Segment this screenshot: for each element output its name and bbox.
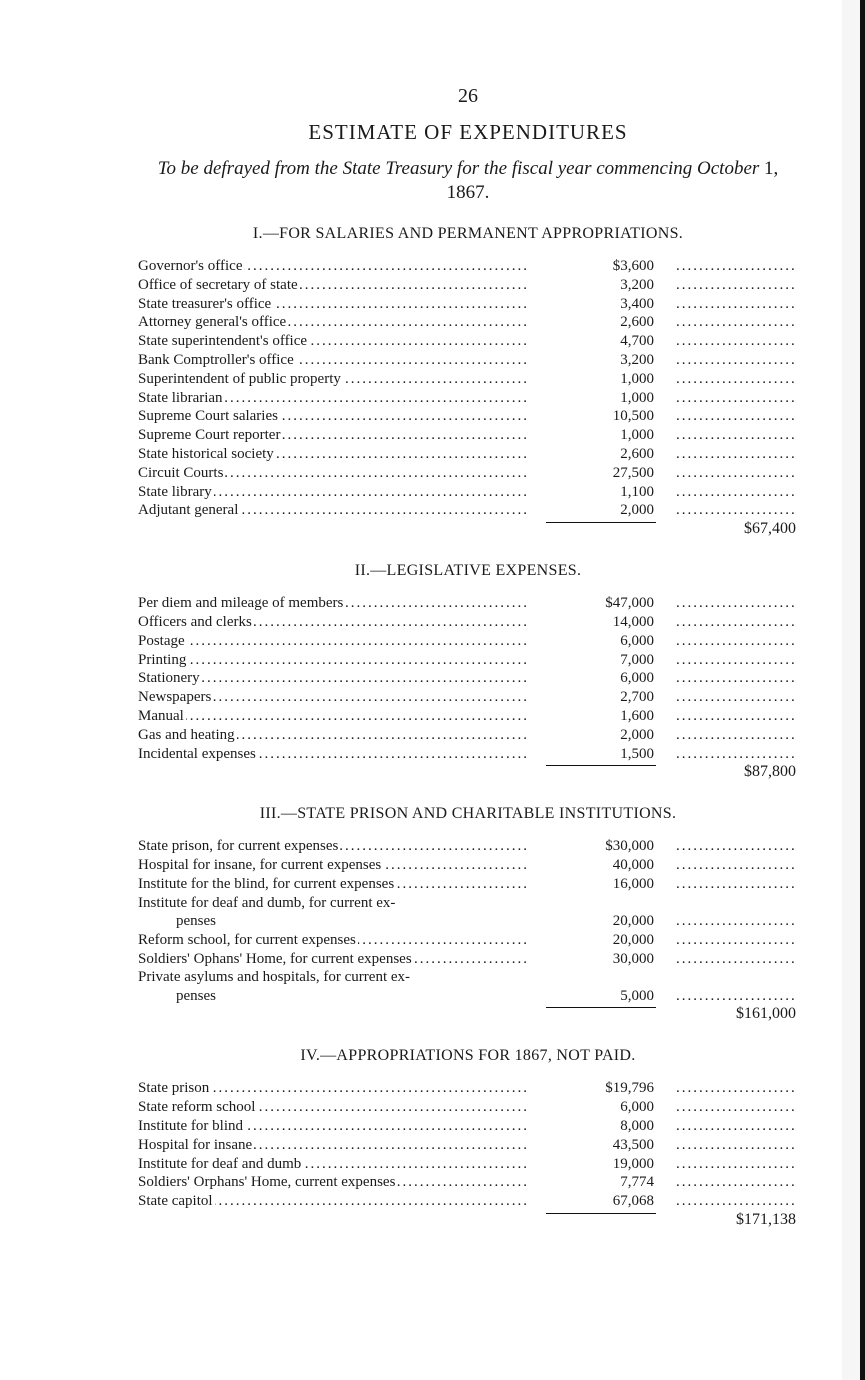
- section-total-line: [138, 520, 798, 542]
- item-label: [138, 1136, 530, 1155]
- dot-leader: [676, 257, 794, 276]
- expenditure-row: [138, 613, 798, 632]
- item-label-text: Office of secretary of state: [138, 276, 298, 293]
- item-amount: 1,000: [620, 389, 654, 406]
- item-label-text: Attorney general's office: [138, 314, 287, 331]
- sum-rule: [546, 522, 656, 523]
- item-amount: 14,000: [612, 613, 654, 630]
- item-label: [138, 950, 530, 969]
- dot-leader: [676, 407, 794, 426]
- expenditure-row: [138, 594, 798, 613]
- item-label-text: Soldiers' Orphans' Home, current expenses: [138, 1174, 396, 1191]
- item-label-text: Supreme Court salaries: [138, 408, 278, 425]
- item-label-line2: [138, 912, 530, 931]
- dot-leader: [676, 669, 794, 688]
- expenditure-row: [138, 745, 798, 764]
- expenditure-row: [138, 931, 798, 950]
- item-label: [138, 407, 530, 426]
- dot-leader: [676, 632, 794, 651]
- item-label-text: Reform school, for current expenses: [138, 931, 356, 948]
- item-label-text: Institute for deaf and dumb: [138, 1155, 302, 1172]
- expenditure-row: [138, 968, 798, 1005]
- item-label-text: State prison: [138, 1080, 210, 1097]
- dot-leader: [676, 351, 794, 370]
- item-label-text: State prison, for current expenses: [138, 838, 339, 855]
- dot-leader: [676, 1155, 794, 1174]
- item-label: [138, 389, 530, 408]
- expenditure-row: [138, 1192, 798, 1211]
- expenditure-row: [138, 1136, 798, 1155]
- item-label: [138, 295, 530, 314]
- expenditure-row: [138, 1098, 798, 1117]
- expenditure-row: [138, 351, 798, 370]
- sum-rule: [546, 765, 656, 766]
- expenditure-row: [138, 332, 798, 351]
- item-label-text: Hospital for insane, for current expenses: [138, 857, 382, 874]
- item-label-text: Soldiers' Ophans' Home, for current expenses: [138, 950, 412, 967]
- item-label: [138, 257, 530, 276]
- section-total-line: [138, 763, 798, 785]
- item-amount: 10,500: [612, 408, 654, 425]
- expenditure-list: [138, 257, 798, 520]
- item-amount: 19,000: [612, 1155, 654, 1172]
- expenditure-row: [138, 370, 798, 389]
- item-amount: 3,200: [620, 276, 654, 293]
- section-total: $67,400: [744, 520, 796, 538]
- item-amount: 43,500: [612, 1136, 654, 1153]
- section-1: [138, 225, 798, 542]
- item-label: [138, 968, 530, 1005]
- item-label-text: State librarian: [138, 389, 223, 406]
- subtitle-text: To be defrayed from the State Treasury for the fiscal year commencing October: [157, 158, 760, 179]
- expenditure-row: [138, 1155, 798, 1174]
- item-amount: $3,600: [612, 258, 654, 274]
- section-total-line: [138, 1211, 798, 1233]
- item-amount: 27,500: [612, 464, 654, 481]
- dot-leader: [676, 1117, 794, 1136]
- sections-container: [138, 225, 798, 1233]
- expenditure-row: [138, 669, 798, 688]
- dot-leader: [676, 501, 794, 520]
- item-label-text: Circuit Courts: [138, 464, 224, 481]
- expenditure-row: [138, 950, 798, 969]
- item-label: [138, 1173, 530, 1192]
- dot-leader: [676, 426, 794, 445]
- item-amount: 7,774: [620, 1174, 654, 1191]
- expenditure-row: [138, 389, 798, 408]
- item-amount: 5,000: [620, 987, 654, 1004]
- item-label: [138, 1117, 530, 1136]
- item-amount: 30,000: [612, 950, 654, 967]
- item-amount: 20,000: [612, 912, 654, 929]
- expenditure-list: [138, 594, 798, 763]
- item-amount: 6,000: [620, 1099, 654, 1116]
- item-label: [138, 613, 530, 632]
- dot-leader: [676, 389, 794, 408]
- item-label: [138, 651, 530, 670]
- item-amount: 2,700: [620, 689, 654, 706]
- expenditure-row: [138, 688, 798, 707]
- item-amount: 7,000: [620, 651, 654, 668]
- item-amount: 1,000: [620, 370, 654, 387]
- dot-leader: [676, 837, 794, 856]
- dot-leader: [676, 1192, 794, 1211]
- section-total: $171,138: [736, 1210, 796, 1228]
- expenditure-row: [138, 632, 798, 651]
- item-amount: 6,000: [620, 670, 654, 687]
- expenditure-row: [138, 295, 798, 314]
- item-label-text: Superintendent of public property: [138, 370, 341, 387]
- dot-leader: [676, 295, 794, 314]
- item-label-text: Hospital for insane: [138, 1136, 253, 1153]
- dot-leader: [676, 613, 794, 632]
- section-title: IV.—APPROPRIATIONS FOR 1867, NOT PAID.: [300, 1047, 636, 1065]
- item-label-text: State capitol: [138, 1193, 213, 1210]
- item-label-text: State treasurer's office: [138, 295, 272, 312]
- expenditure-row: [138, 445, 798, 464]
- expenditure-row: [138, 1173, 798, 1192]
- item-amount: 2,000: [620, 502, 654, 519]
- item-amount: 4,700: [620, 333, 654, 350]
- item-label-line2-text: penses: [176, 913, 216, 930]
- dot-leader: [676, 332, 794, 351]
- page-edge: [860, 0, 865, 1380]
- item-amount: 3,400: [620, 295, 654, 312]
- page-title: ESTIMATE OF EXPENDITURES: [308, 120, 628, 144]
- item-label-text: State reform school: [138, 1099, 256, 1116]
- dot-leader: [676, 313, 794, 332]
- item-label: [138, 931, 530, 950]
- item-amount: $47,000: [605, 595, 654, 612]
- dot-leader: [676, 931, 794, 950]
- expenditure-list: [138, 1079, 798, 1211]
- section-3: [138, 805, 798, 1027]
- dot-leader: [676, 1079, 794, 1098]
- item-amount: 67,068: [612, 1193, 654, 1210]
- section-title: I.—FOR SALARIES AND PERMANENT APPROPRIATIONS.: [252, 225, 684, 242]
- item-label: [138, 856, 530, 875]
- item-label: [138, 445, 530, 464]
- item-label-line1: Institute for deaf and dumb, for current ex-: [138, 894, 530, 913]
- dot-leader: [676, 483, 794, 502]
- item-label: [138, 351, 530, 370]
- dot-leader: [676, 912, 794, 931]
- page-subtitle: [138, 157, 798, 205]
- item-label: [138, 745, 530, 764]
- item-amount: 1,600: [620, 707, 654, 724]
- dot-leader: [676, 1098, 794, 1117]
- expenditure-row: [138, 407, 798, 426]
- page-gutter-shadow: [842, 0, 860, 1380]
- item-label-text: Adjutant general: [138, 502, 239, 519]
- item-label: [138, 426, 530, 445]
- dot-leader: [676, 745, 794, 764]
- item-amount: 1,500: [620, 745, 654, 762]
- expenditure-row: [138, 1117, 798, 1136]
- item-label: [138, 894, 530, 931]
- expenditure-row: [138, 726, 798, 745]
- item-label-text: Per diem and mileage of members: [138, 595, 344, 612]
- item-label: [138, 483, 530, 502]
- section-2: [138, 562, 798, 785]
- item-label-text: Printing: [138, 651, 187, 668]
- item-label-text: Newspapers: [138, 689, 212, 706]
- item-amount: 2,600: [620, 314, 654, 331]
- document-page: [138, 85, 798, 1233]
- expenditure-row: [138, 651, 798, 670]
- item-amount: $19,796: [605, 1080, 654, 1097]
- sum-rule: [546, 1213, 656, 1214]
- item-amount: 1,100: [620, 483, 654, 500]
- item-label-text: State historical society: [138, 445, 274, 462]
- item-label: [138, 875, 530, 894]
- item-label-text: Supreme Court reporter: [138, 427, 281, 444]
- item-label-text: Incidental expenses: [138, 745, 256, 762]
- expenditure-row: [138, 501, 798, 520]
- item-label-line2: [138, 987, 530, 1006]
- dot-leader: [676, 445, 794, 464]
- item-amount: 16,000: [612, 875, 654, 892]
- expenditure-row: [138, 856, 798, 875]
- dot-leader: [676, 651, 794, 670]
- section-4: [138, 1047, 798, 1233]
- item-label: [138, 707, 530, 726]
- section-title: III.—STATE PRISON AND CHARITABLE INSTITUTIONS.: [259, 805, 677, 823]
- expenditure-row: [138, 257, 798, 276]
- item-amount: 2,600: [620, 445, 654, 462]
- dot-leader: [676, 688, 794, 707]
- item-label: [138, 1155, 530, 1174]
- dot-leader: [676, 950, 794, 969]
- item-amount: 6,000: [620, 632, 654, 649]
- sum-rule: [546, 1007, 656, 1008]
- dot-leader: [676, 464, 794, 483]
- section-title: II.—LEGISLATIVE EXPENSES.: [354, 562, 582, 580]
- dot-leader: [676, 276, 794, 295]
- item-label-text: State superintendent's office: [138, 333, 308, 350]
- item-label-text: Bank Comptroller's office: [138, 351, 294, 368]
- expenditure-row: [138, 483, 798, 502]
- dot-leader: [676, 875, 794, 894]
- expenditure-row: [138, 276, 798, 295]
- item-label-text: Gas and heating: [138, 726, 235, 743]
- item-label-text: Governor's office: [138, 258, 243, 274]
- section-total: $87,800: [744, 763, 796, 781]
- expenditure-row: [138, 837, 798, 856]
- item-label: [138, 1079, 530, 1098]
- item-label: [138, 276, 530, 295]
- expenditure-row: [138, 1079, 798, 1098]
- dot-leader: [676, 987, 794, 1006]
- expenditure-row: [138, 875, 798, 894]
- page-number: 26: [458, 85, 478, 107]
- expenditure-row: [138, 707, 798, 726]
- section-total-line: [138, 1005, 798, 1027]
- item-label-line2-text: penses: [176, 987, 216, 1004]
- expenditure-row: [138, 426, 798, 445]
- item-label-text: State library: [138, 483, 212, 500]
- item-label: [138, 594, 530, 613]
- item-label: [138, 632, 530, 651]
- item-label-text: Officers and clerks: [138, 613, 252, 630]
- item-label: [138, 464, 530, 483]
- dot-leader: [676, 856, 794, 875]
- item-label-text: Stationery: [138, 670, 200, 687]
- expenditure-row: [138, 313, 798, 332]
- item-amount: 1,000: [620, 427, 654, 444]
- item-label: [138, 669, 530, 688]
- subtitle-year: 1, 1867.: [446, 158, 779, 203]
- dot-leader: [676, 726, 794, 745]
- item-label-text: Institute for blind: [138, 1117, 243, 1134]
- item-label: [138, 313, 530, 332]
- item-amount: 40,000: [612, 857, 654, 874]
- dot-leader: [676, 1136, 794, 1155]
- item-label: [138, 837, 530, 856]
- item-amount: 20,000: [612, 931, 654, 948]
- item-label-text: Manual: [138, 707, 184, 724]
- dot-leader: [676, 370, 794, 389]
- item-label-text: Postage: [138, 632, 185, 649]
- item-label: [138, 332, 530, 351]
- item-label-line1: Private asylums and hospitals, for current ex-: [138, 968, 530, 987]
- item-label: [138, 501, 530, 520]
- item-label: [138, 370, 530, 389]
- section-total: $161,000: [736, 1005, 796, 1023]
- item-label: [138, 688, 530, 707]
- item-amount: 2,000: [620, 726, 654, 743]
- dot-leader: [676, 1173, 794, 1192]
- item-label: [138, 1192, 530, 1211]
- item-label: [138, 1098, 530, 1117]
- dot-leader: [676, 594, 794, 613]
- item-amount: 8,000: [620, 1117, 654, 1134]
- item-amount: 3,200: [620, 351, 654, 368]
- expenditure-list: [138, 837, 798, 1005]
- dot-leader: [676, 707, 794, 726]
- expenditure-row: [138, 894, 798, 931]
- item-label: [138, 726, 530, 745]
- item-label-text: Institute for the blind, for current expenses: [138, 875, 395, 892]
- item-amount: $30,000: [605, 838, 654, 855]
- expenditure-row: [138, 464, 798, 483]
